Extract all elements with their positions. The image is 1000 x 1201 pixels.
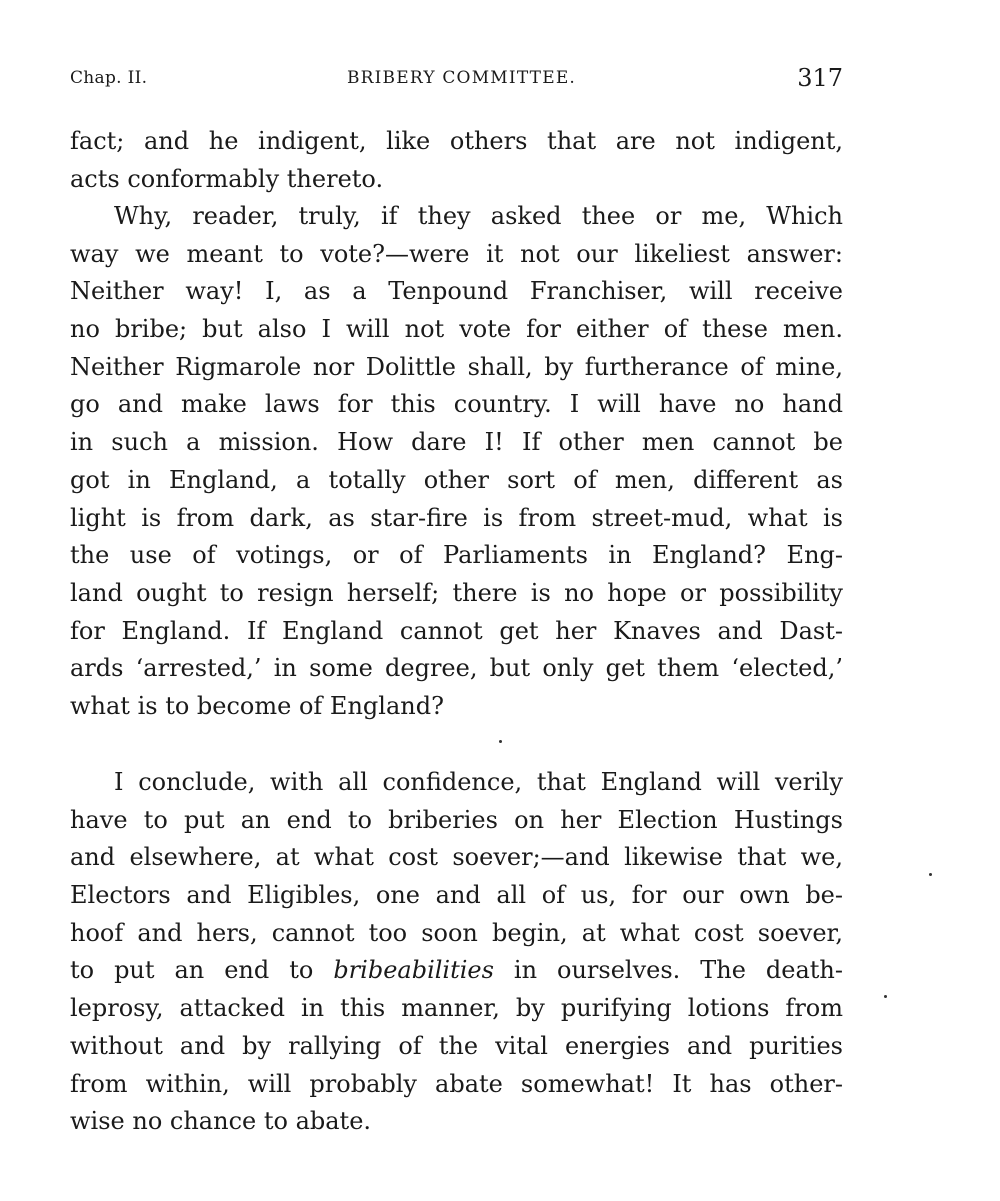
paragraph-2 (70, 198, 843, 726)
text-line: what is to become of England? (70, 691, 444, 720)
text-line: hoof and hers, cannot too soon begin, at what cost soever, (70, 918, 843, 947)
text-line: Why, reader, truly, if they asked thee or me, Which (114, 202, 843, 230)
text-line-with-italic (70, 952, 843, 990)
text-span: to put an end to (70, 956, 314, 985)
text-line: light is from dark, as star-fire is from street-mud, what is (70, 503, 843, 532)
text-line: fact; and he indigent, like others that are not indigent, (70, 127, 843, 155)
paragraph-1 (70, 123, 843, 198)
text-span: in ourselves. The death- (513, 956, 843, 985)
page-number: 317 (797, 64, 843, 92)
text-line: without and by rallying of the vital energies and purities (70, 1031, 843, 1060)
text-line: have to put an end to briberies on her Election Hustings (70, 805, 843, 834)
text-line: Neither way! I, as a Tenpound Franchiser, will receive (70, 277, 843, 306)
text-line: acts conformably thereto. (70, 164, 384, 193)
text-line: in such a mission. How dare I! If other men cannot be (70, 428, 843, 457)
text-line: no bribe; but also I will not vote for either of these men. (70, 315, 843, 344)
text-line: Neither Rigmarole nor Dolittle shall, by furtherance of mine, (70, 352, 843, 381)
text-line: I conclude, with all confidence, that England will verily (114, 768, 843, 796)
running-header (70, 64, 843, 94)
text-line: ards ‘arrested,’ in some degree, but only get them ‘elected,’ (70, 654, 843, 683)
text-line: for England. If England cannot get her Knaves and Dast- (70, 616, 843, 645)
text-line: land ought to resign herself; there is no hope or possibility (70, 578, 843, 607)
text-line: and elsewhere, at what cost soever;—and likewise that we, (70, 843, 843, 872)
text-line: leprosy, attacked in this manner, by purifying lotions from (70, 994, 843, 1023)
text-line: from within, will probably abate somewhat! It has other- (70, 1069, 843, 1098)
running-title: BRIBERY COMMITTEE. (346, 68, 577, 88)
chapter-label: Chap. II. (70, 68, 148, 88)
paragraph-3 (70, 764, 843, 1141)
paper-speck (929, 873, 932, 876)
text-line: wise no chance to abate. (70, 1107, 372, 1136)
text-line: go and make laws for this country. I will have no hand (70, 390, 843, 419)
text-line: way we meant to vote?—were it not our likeliest answer: (70, 239, 843, 268)
paper-speck (884, 995, 887, 998)
italic-term: bribeabilities (333, 956, 494, 985)
text-line: Electors and Eligibles, one and all of us, for our own be- (70, 881, 843, 910)
text-line: the use of votings, or of Parliaments in England? Eng- (70, 541, 843, 570)
text-line: got in England, a totally other sort of men, different as (70, 465, 843, 494)
paper-speck (499, 740, 502, 743)
